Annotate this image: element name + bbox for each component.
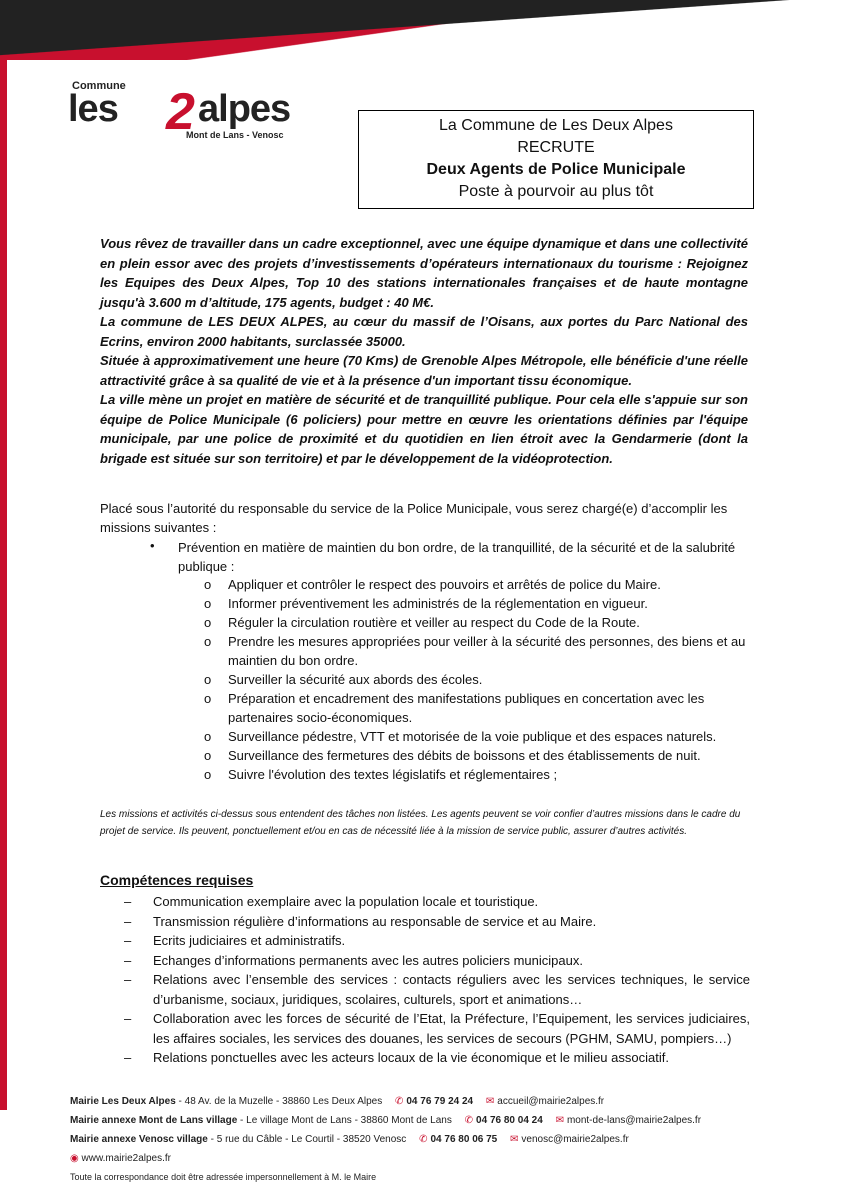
list-item-text: Ecrits judiciaires et administratifs. <box>153 933 346 948</box>
competences-heading: Compétences requises <box>100 872 254 888</box>
globe-icon: ◉ <box>70 1153 79 1164</box>
circle-bullet-icon: o <box>204 672 212 687</box>
circle-bullet-icon: o <box>204 729 212 744</box>
footer-row-main <box>70 1092 790 1111</box>
left-red-bar <box>0 60 7 1110</box>
title-job: Deux Agents de Police Municipale <box>426 161 686 178</box>
footer-address: - Le village Mont de Lans - 38860 Mont de Lans <box>237 1115 452 1126</box>
intro-paragraph: La commune de LES DEUX ALPES, au cœur du massif de l’Oisans, aux portes du Parc National des Ecrins, environ 2000 habitants, surclassée 35000. <box>100 314 748 349</box>
bullet-icon: • <box>150 538 155 553</box>
dash-bullet-icon: – <box>124 1011 132 1026</box>
title-availability: Poste à pourvoir au plus tôt <box>458 183 654 200</box>
commune-logo <box>68 80 291 142</box>
list-item-text: Surveillance pédestre, VTT et motorisée de la voie publique et des espaces naturels. <box>228 729 717 744</box>
footer-email[interactable]: venosc@mairie2alpes.fr <box>521 1134 629 1145</box>
list-item <box>200 670 750 689</box>
dash-bullet-icon: – <box>124 933 132 948</box>
footer-name: Mairie annexe Mont de Lans village <box>70 1115 238 1126</box>
footer-name: Mairie Les Deux Alpes <box>70 1096 176 1107</box>
intro-paragraph: Située à approximativement une heure (70 Kms) de Grenoble Alpes Métropole, elle bénéficie d'une réelle attractivité grâce à sa qualité de vie et à la présence d'un important tissu économique. <box>100 353 748 388</box>
list-item <box>200 727 750 746</box>
list-item <box>200 632 750 670</box>
list-item-text: Echanges d’informations permanents avec les autres policiers municipaux. <box>153 952 583 968</box>
list-item <box>124 912 750 932</box>
phone-icon: ✆ <box>419 1134 428 1145</box>
envelope-icon: ✉ <box>485 1096 495 1107</box>
footer-row-venosc <box>70 1130 790 1149</box>
footer-name: Mairie annexe Venosc village <box>70 1134 208 1145</box>
list-item <box>124 931 750 951</box>
circle-bullet-icon: o <box>204 634 212 649</box>
logo-subtitle: Mont de Lans - Venosc <box>186 130 284 140</box>
list-item-text: Surveiller la sécurité aux abords des écoles. <box>228 672 483 687</box>
list-item <box>124 892 750 912</box>
intro-paragraph: La ville mène un projet en matière de sécurité et de tranquillité publique. Pour cela elle s'appuie sur son équipe de Police Municipale (6 policiers) pour mettre en œuvre les orientations définies par l'équipe municipale, par une police de proximité et du quotidien en lien étroit avec la Gendarmerie (dont la brigade est située sur son territoire) et par le développement de la vidéoprotection. <box>100 392 748 466</box>
list-item-text: Collaboration avec les forces de sécurité de l’Etat, la Préfecture, l’Equipement, les services judiciaires, les affaires sociales, les services des douanes, les services de secours (PGHM, SAMU, pompiers…) <box>153 1011 750 1046</box>
list-item-text: Prendre les mesures appropriées pour veiller à la sécurité des personnes, des biens et au maintien du bon ordre. <box>228 634 746 668</box>
list-item <box>200 689 750 727</box>
list-item-text: Appliquer et contrôler le respect des pouvoirs et arrêtés de police du Maire. <box>228 577 661 592</box>
missions-lead: Placé sous l’autorité du responsable du service de la Police Municipale, vous serez chargé(e) d’accomplir les missions suivantes : <box>100 501 728 535</box>
circle-bullet-icon: o <box>204 748 212 763</box>
competences-list <box>124 892 750 1068</box>
list-item-text: Surveillance des fermetures des débits de boissons et des établissements de nuit. <box>228 748 701 763</box>
title-box <box>358 110 754 209</box>
missions-main-bullet: Prévention en matière de maintien du bon ordre, de la tranquillité, de la sécurité et de la salubrité publique : <box>178 540 736 574</box>
missions-note: Les missions et activités ci-dessus sous entendent des tâches non listées. Les agents peuvent se voir confier d’autres missions dans le cadre du projet de service. Ils peuvent, ponctuellement et/ou en cas de nécessité liée à la mission de service public, assurer d’autres activités. <box>100 809 741 837</box>
title-recrute: RECRUTE <box>517 139 595 156</box>
logo-word-alpes: alpes <box>198 88 291 130</box>
intro-paragraph: Vous rêvez de travailler dans un cadre exceptionnel, avec une équipe dynamique et dans une collectivité en plein essor avec des projets d’investissements d’opérateurs internationaux du tourisme : Rejoignez les Equipes des Deux Alpes, Top 10 des stations internationales françaises et de haute montagne jusqu'à 3.600 m d’altitude, 175 agents, budget : 40 M€. <box>100 236 748 310</box>
list-item <box>124 970 750 1009</box>
list-item <box>200 594 750 613</box>
footer-phone: 04 76 79 24 24 <box>406 1096 474 1107</box>
list-item-text: Réguler la circulation routière et veiller au respect du Code de la Route. <box>228 615 640 630</box>
list-item-text: Transmission régulière d’informations au responsable de service et au Maire. <box>153 913 597 929</box>
footer <box>70 1092 790 1187</box>
list-item <box>124 951 750 971</box>
list-item-text: Communication exemplaire avec la population locale et touristique. <box>153 894 539 909</box>
footer-website[interactable]: www.mairie2alpes.fr <box>81 1153 171 1164</box>
dash-bullet-icon: – <box>124 1050 132 1065</box>
dash-bullet-icon: – <box>124 972 132 987</box>
list-item <box>124 1048 750 1068</box>
title-commune: La Commune de Les Deux Alpes <box>439 117 673 134</box>
footer-row-mont-de-lans <box>70 1111 790 1130</box>
list-item <box>200 746 750 765</box>
envelope-icon: ✉ <box>555 1115 564 1126</box>
intro-section <box>100 234 748 468</box>
logo-numeral: 2 <box>166 83 195 141</box>
phone-icon: ✆ <box>394 1096 404 1107</box>
dash-bullet-icon: – <box>124 952 132 968</box>
circle-bullet-icon: o <box>204 577 212 592</box>
footer-notice: Toute la correspondance doit être adressée impersonnellement à M. le Maire <box>70 1172 377 1182</box>
logo-prefix: Commune <box>72 80 126 92</box>
logo-word-les: les <box>68 88 118 130</box>
footer-email[interactable]: mont-de-lans@mairie2alpes.fr <box>566 1115 702 1126</box>
list-item <box>200 765 750 784</box>
dash-bullet-icon: – <box>124 913 132 929</box>
footer-address: - 5 rue du Câble - Le Courtil - 38520 Venosc <box>207 1134 407 1145</box>
footer-email[interactable]: accueil@mairie2alpes.fr <box>497 1096 605 1107</box>
footer-address: - 48 Av. de la Muzelle - 38860 Les Deux Alpes <box>175 1096 383 1107</box>
list-item <box>200 575 750 594</box>
list-item-text: Relations avec l’ensemble des services : contacts réguliers avec les services techniques, le service d’urbanisme, sociaux, juridiques, scolaires, culturels, sport et animations… <box>153 972 750 1007</box>
circle-bullet-icon: o <box>204 615 212 630</box>
list-item-text: Relations ponctuelles avec les acteurs locaux de la vie économique et le milieu associatif. <box>153 1050 669 1065</box>
list-item-text: Préparation et encadrement des manifestations publiques en concertation avec les partenaires socio-économiques. <box>228 691 705 725</box>
circle-bullet-icon: o <box>204 767 212 782</box>
envelope-icon: ✉ <box>510 1134 519 1145</box>
dash-bullet-icon: – <box>124 894 132 909</box>
footer-row-web <box>70 1149 790 1168</box>
phone-icon: ✆ <box>464 1115 474 1126</box>
circle-bullet-icon: o <box>204 596 212 611</box>
list-item <box>124 1009 750 1048</box>
list-item-text: Suivre l'évolution des textes législatifs et réglementaires ; <box>228 767 558 782</box>
circle-bullet-icon: o <box>204 691 212 706</box>
header-dark-band <box>0 0 848 60</box>
footer-phone: 04 76 80 04 24 <box>476 1115 543 1126</box>
missions-sub-list <box>200 575 750 784</box>
list-item-text: Informer préventivement les administrés de la réglementation en vigueur. <box>228 596 648 611</box>
footer-phone: 04 76 80 06 75 <box>430 1134 498 1145</box>
list-item <box>200 613 750 632</box>
